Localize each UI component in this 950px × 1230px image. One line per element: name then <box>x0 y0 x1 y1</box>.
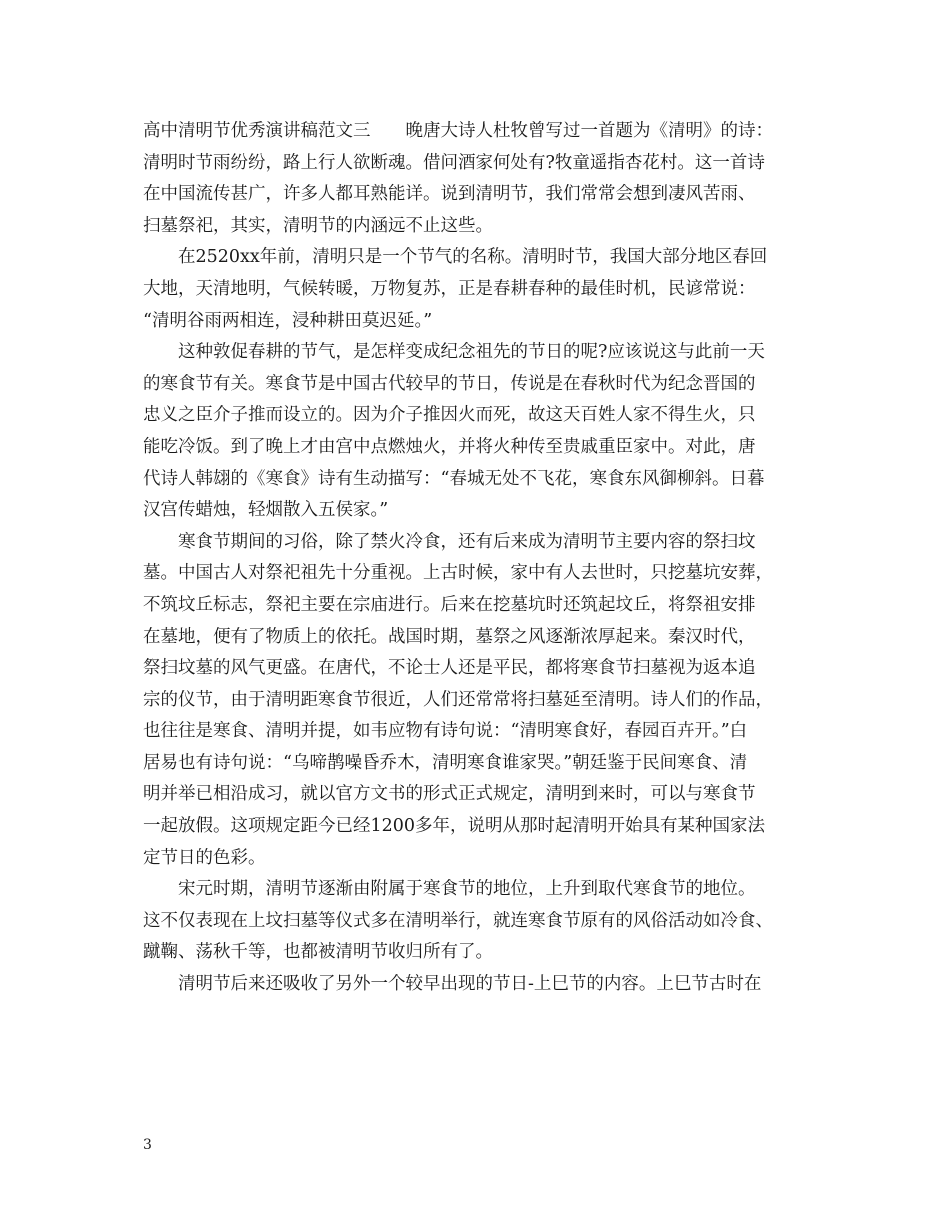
text-line: 一起放假。这项规定距今已经1200多年，说明从那时起清明开始具有某种国家法 <box>143 816 766 837</box>
text-line: 在2520xx年前，清明只是一个节气的名称。清明时节，我国大部分地区春回 <box>178 247 768 268</box>
text-line: 忠义之臣介子推而设立的。因为介子推因火而死，故这天百姓人家不得生火，只 <box>143 405 756 426</box>
text-line: 这不仅表现在上坟扫墓等仪式多在清明举行，就连寒食节原有的风俗活动如冷食、 <box>143 910 773 931</box>
text-line: 寒食节期间的习俗，除了禁火冷食，还有后来成为清明节主要内容的祭扫坟 <box>178 531 756 552</box>
text-line: 明并举已相沿成习，就以官方文书的形式正式规定，清明到来时，可以与寒食节 <box>143 784 756 805</box>
text-line: 汉宫传蜡烛，轻烟散入五侯家。” <box>143 500 389 521</box>
text-line: 宗的仪节，由于清明距寒食节很近，人们还常常将扫墓延至清明。诗人们的作品， <box>143 689 773 710</box>
text-line: 的寒食节有关。寒食节是中国古代较早的节日，传说是在春秋时代为纪念晋国的 <box>143 373 756 394</box>
text-line: 在墓地，便有了物质上的依托。战国时期，墓祭之风逐渐浓厚起来。秦汉时代， <box>143 626 756 647</box>
text-line: 高中清明节优秀演讲稿范文三 晚唐大诗人杜牧曾写过一首题为《清明》的诗： <box>143 121 773 141</box>
text-line: 在中国流传甚广，许多人都耳熟能详。说到清明节，我们常常会想到凄风苦雨、 <box>143 184 756 205</box>
text-line: 代诗人韩翃的《寒食》诗有生动描写：“春城无处不飞花，寒食东风御柳斜。日暮 <box>143 468 765 489</box>
text-line: 宋元时期，清明节逐渐由附属于寒食节的地位，上升到取代寒食节的地位。 <box>178 879 756 900</box>
text-line: “清明谷雨两相连，浸种耕田莫迟延。” <box>143 310 433 331</box>
page-number: 3 <box>143 1137 152 1153</box>
text-line: 也往往是寒食、清明并提，如韦应物有诗句说：“清明寒食好，春园百卉开。”白 <box>143 721 748 742</box>
text-line: 祭扫坟墓的风气更盛。在唐代，不论士人还是平民，都将寒食节扫墓视为返本追 <box>143 658 756 679</box>
text-line: 扫墓祭祀，其实，清明节的内涵远不止这些。 <box>143 215 493 236</box>
text-line: 蹴鞠、荡秋千等，也都被清明节收归所有了。 <box>143 942 493 963</box>
text-line: 大地，天清地明，气候转暖，万物复苏，正是春耕春种的最佳时机，民谚常说： <box>143 278 756 299</box>
text-line: 这种敦促春耕的节气，是怎样变成纪念祖先的节日的呢?应该说这与此前一天 <box>178 342 765 363</box>
text-line: 不筑坟丘标志，祭祀主要在宗庙进行。后来在挖墓坑时还筑起坟丘，将祭祖安排 <box>143 594 756 615</box>
text-line: 居易也有诗句说：“乌啼鹊噪昏乔木，清明寒食谁家哭。”朝廷鉴于民间寒食、清 <box>143 752 748 773</box>
text-line: 定节日的色彩。 <box>143 847 266 868</box>
text-line: 清明时节雨纷纷，路上行人欲断魂。借问酒家何处有?牧童遥指杏花村。这一首诗 <box>143 152 765 173</box>
body-text <box>143 116 823 1001</box>
text-line: 墓。中国古人对祭祀祖先十分重视。上古时候，家中有人去世时，只挖墓坑安葬， <box>143 563 773 584</box>
text-line: 能吃冷饭。到了晚上才由宫中点燃烛火，并将火种传至贵戚重臣家中。对此，唐 <box>143 436 756 457</box>
text-line: 清明节后来还吸收了另外一个较早出现的节日-上巳节的内容。上巳节古时在 <box>178 974 762 995</box>
